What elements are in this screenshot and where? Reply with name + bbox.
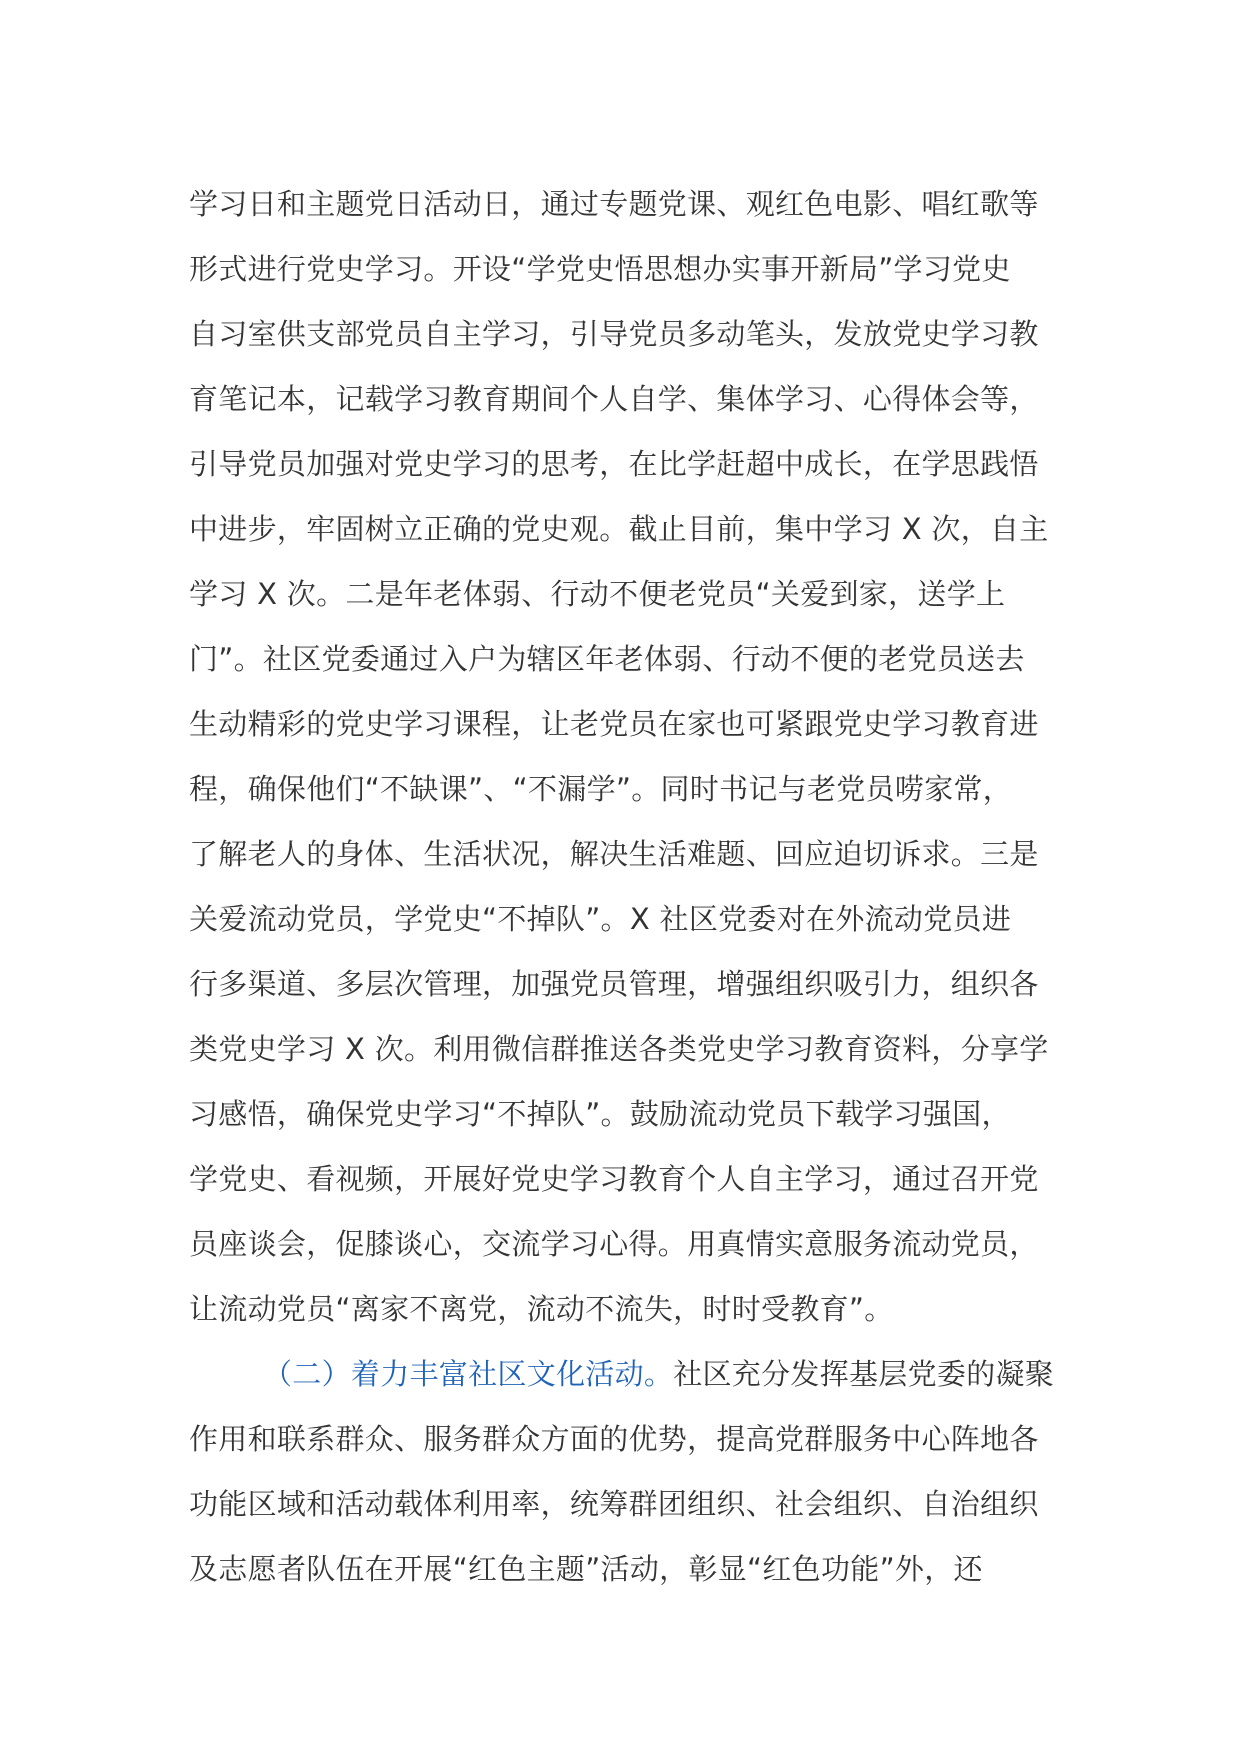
paragraph-line: 学习 X 次。二是年老体弱、行动不便老党员“关爱到家，送学上 [189,577,1006,611]
paragraph-line: 形式进行党史学习。开设“学党史悟思想办实事开新局”学习党史 [189,252,1011,286]
paragraph-line: 员座谈会，促膝谈心，交流学习心得。用真情实意服务流动党员， [189,1227,1039,1261]
paragraph-line: 关爱流动党员，学党史“不掉队”。X 社区党委对在外流动党员进 [189,902,1012,936]
paragraph-line: 习感悟，确保党史学习“不掉队”。鼓励流动党员下载学习强国， [189,1097,1011,1131]
paragraph-line: 自习室供支部党员自主学习，引导党员多动笔头，发放党史学习教 [189,317,1039,351]
paragraph-line: 生动精彩的党史学习课程，让老党员在家也可紧跟党史学习教育进 [189,707,1039,741]
paragraph-line: 功能区域和活动载体利用率，统筹群团组织、社会组织、自治组织 [189,1487,1039,1521]
paragraph-line: 行多渠道、多层次管理，加强党员管理，增强组织吸引力，组织各 [189,967,1039,1001]
paragraph-line: 引导党员加强对党史学习的思考，在比学赶超中成长，在学思践悟 [189,447,1039,481]
body-text [189,172,1069,1602]
paragraph-line: 类党史学习 X 次。利用微信群推送各类党史学习教育资料，分享学 [189,1032,1049,1066]
paragraph-line: 让流动党员“离家不离党，流动不流失，时时受教育”。 [189,1292,894,1326]
paragraph-line: 学党史、看视频，开展好党史学习教育个人自主学习，通过召开党 [189,1162,1039,1196]
section-first-line-text: 社区充分发挥基层党委的凝聚 [673,1357,1055,1391]
paragraph-line: 中进步，牢固树立正确的党史观。截止目前，集中学习 X 次，自主 [189,512,1049,546]
section-heading: （二）着力丰富社区文化活动。 [263,1357,674,1391]
paragraph-line: 及志愿者队伍在开展“红色主题”活动，彰显“红色功能”外，还 [189,1552,983,1586]
paragraph-line: 程，确保他们“不缺课”、“不漏学”。同时书记与老党员唠家常， [189,772,1013,806]
paragraph-line: 门”。社区党委通过入户为辖区年老体弱、行动不便的老党员送去 [189,642,1025,676]
paragraph-line: 育笔记本，记载学习教育期间个人自学、集体学习、心得体会等， [189,382,1039,416]
paragraph-line: 了解老人的身体、生活状况，解决生活难题、回应迫切诉求。三是 [189,837,1039,871]
paragraph-line: 学习日和主题党日活动日，通过专题党课、观红色电影、唱红歌等 [189,187,1039,221]
paragraph-line: 作用和联系群众、服务群众方面的优势，提高党群服务中心阵地各 [189,1422,1039,1456]
section-first-line [189,1342,1069,1407]
